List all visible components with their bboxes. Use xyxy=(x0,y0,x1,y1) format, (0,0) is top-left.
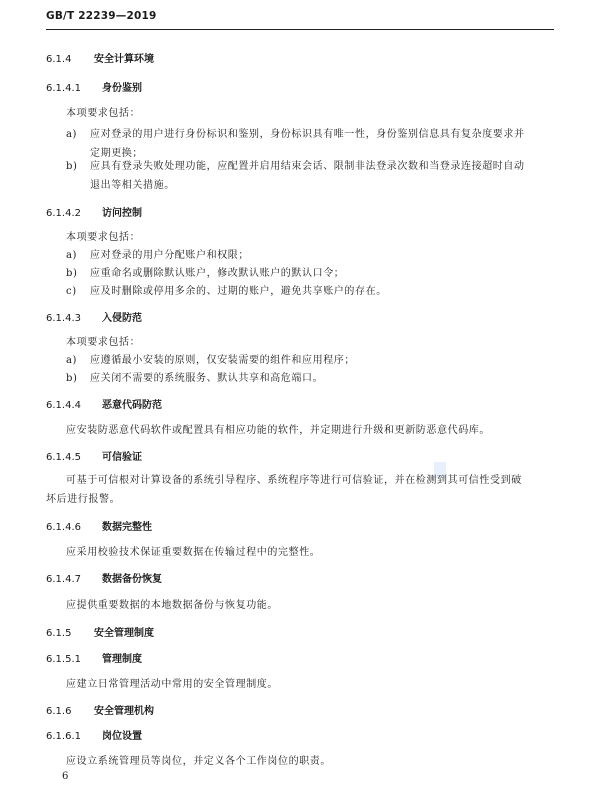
header-rule xyxy=(46,29,554,30)
section-title: 岗位设置 xyxy=(102,731,142,742)
section-6-1-4-1-heading xyxy=(46,79,142,94)
list-marker: b) xyxy=(66,373,78,384)
section-number: 6.1.5.1 xyxy=(46,654,81,665)
list-marker: b) xyxy=(66,268,78,279)
list-item xyxy=(66,125,525,140)
list-item-text: 应对登录的用户分配账户和权限； xyxy=(90,250,249,261)
list-item-text: 应遵循最小安装的原则，仅安装需要的组件和应用程序； xyxy=(90,355,355,366)
section-number: 6.1.4.1 xyxy=(46,83,81,94)
section-6-1-5-heading xyxy=(46,624,154,639)
section-number: 6.1.4.5 xyxy=(46,452,81,463)
section-title: 数据完整性 xyxy=(102,522,152,533)
intro-text: 本项要求包括： xyxy=(66,337,141,348)
section-title: 数据备份恢复 xyxy=(102,574,162,585)
section-title: 入侵防范 xyxy=(102,313,142,324)
paragraph: 应安装防恶意代码软件或配置具有相应功能的软件，并定期进行升级和更新防恶意代码库。 xyxy=(66,425,490,436)
section-6-1-6-heading xyxy=(46,702,154,717)
section-number: 6.1.4.6 xyxy=(46,522,81,533)
section-title: 可信验证 xyxy=(102,452,142,463)
list-item-continuation: 退出等相关措施。 xyxy=(90,180,175,191)
paragraph: 应采用校验技术保证重要数据在传输过程中的完整性。 xyxy=(66,547,321,558)
list-item-text: 应及时删除或停用多余的、过期的账户，避免共享账户的存在。 xyxy=(90,286,387,297)
section-title: 管理制度 xyxy=(102,654,142,665)
list-item xyxy=(66,264,344,279)
section-number: 6.1.4.3 xyxy=(46,313,81,324)
section-number: 6.1.6.1 xyxy=(46,731,81,742)
list-item xyxy=(66,351,355,366)
section-title: 恶意代码防范 xyxy=(102,400,162,411)
section-6-1-4-heading xyxy=(46,50,154,65)
section-title: 安全计算环境 xyxy=(94,54,154,65)
list-marker: c) xyxy=(66,286,77,297)
list-marker: a) xyxy=(66,129,78,140)
list-item-continuation: 定期更换； xyxy=(90,148,143,159)
section-6-1-4-6-heading xyxy=(46,518,152,533)
paragraph: 应提供重要数据的本地数据备份与恢复功能。 xyxy=(66,600,278,611)
section-number: 6.1.5 xyxy=(46,628,72,639)
list-marker: a) xyxy=(66,250,78,261)
paragraph: 可基于可信根对计算设备的系统引导程序、系统程序等进行可信验证，并在检测到其可信性受到破 xyxy=(66,475,522,486)
section-title: 安全管理机构 xyxy=(94,706,154,717)
intro-text: 本项要求包括： xyxy=(66,108,141,119)
section-6-1-4-7-heading xyxy=(46,570,162,585)
list-item xyxy=(66,369,323,384)
section-6-1-4-4-heading xyxy=(46,396,162,411)
section-6-1-6-1-heading xyxy=(46,727,142,742)
list-item xyxy=(66,157,525,172)
section-number: 6.1.4 xyxy=(46,54,72,65)
section-number: 6.1.4.4 xyxy=(46,400,81,411)
section-number: 6.1.4.2 xyxy=(46,208,81,219)
paragraph-continuation: 坏后进行报警。 xyxy=(46,494,121,505)
list-item-text: 应具有登录失败处理功能，应配置并启用结束会话、限制非法登录次数和当登录连接超时自动 xyxy=(90,161,525,172)
section-title: 身份鉴别 xyxy=(102,83,142,94)
standard-header: GB/T 22239—2019 xyxy=(46,10,157,22)
list-item xyxy=(66,246,249,261)
list-marker: a) xyxy=(66,355,78,366)
paragraph: 应设立系统管理员等岗位，并定义各个工作岗位的职责。 xyxy=(66,756,331,767)
section-6-1-4-5-heading xyxy=(46,448,142,463)
page-number: 6 xyxy=(62,771,69,782)
section-number: 6.1.6 xyxy=(46,706,72,717)
list-item xyxy=(66,282,387,297)
list-marker: b) xyxy=(66,161,78,172)
intro-text: 本项要求包括： xyxy=(66,232,141,243)
section-title: 安全管理制度 xyxy=(94,628,154,639)
list-item-text: 应重命名或删除默认账户，修改默认账户的默认口令； xyxy=(90,268,345,279)
section-6-1-5-1-heading xyxy=(46,650,142,665)
paragraph: 应建立日常管理活动中常用的安全管理制度。 xyxy=(66,679,278,690)
section-title: 访问控制 xyxy=(102,208,142,219)
section-number: 6.1.4.7 xyxy=(46,574,81,585)
section-6-1-4-2-heading xyxy=(46,204,142,219)
list-item-text: 应关闭不需要的系统服务、默认共享和高危端口。 xyxy=(90,373,324,384)
section-6-1-4-3-heading xyxy=(46,309,142,324)
list-item-text: 应对登录的用户进行身份标识和鉴别，身份标识具有唯一性，身份鉴别信息具有复杂度要求并 xyxy=(90,129,525,140)
